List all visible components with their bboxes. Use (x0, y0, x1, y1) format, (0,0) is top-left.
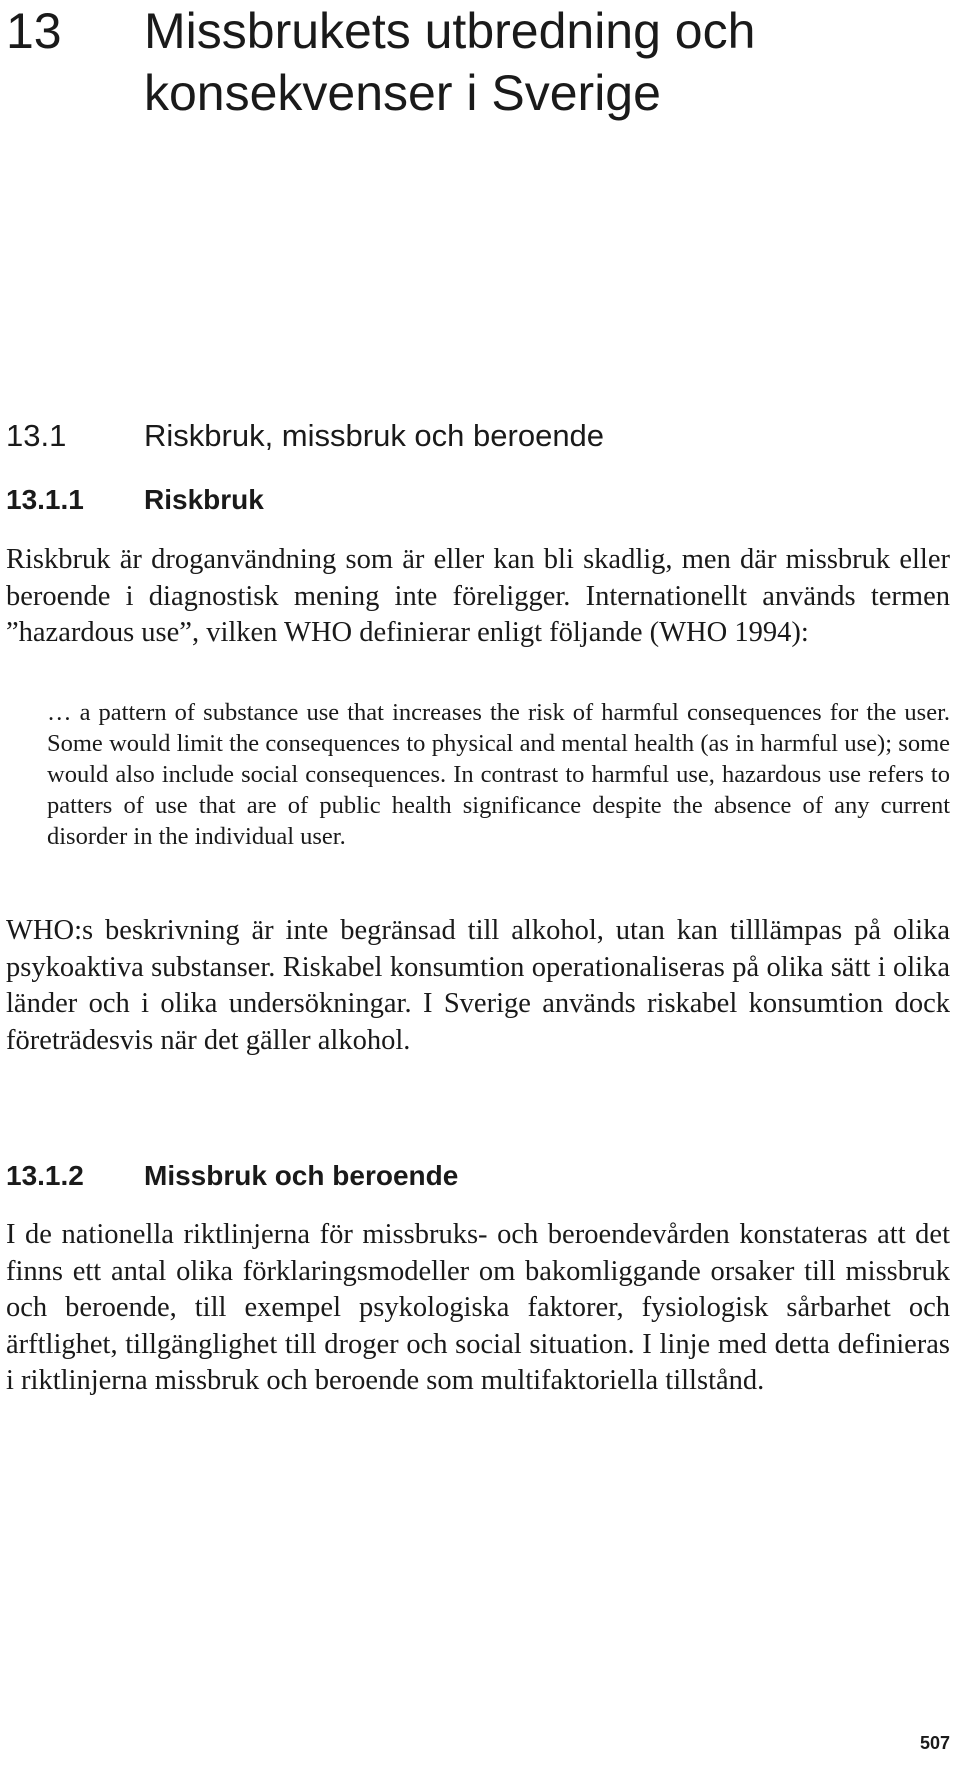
paragraph: Riskbruk är droganvändning som är eller kan bli skadlig, men där missbruk eller beroende i diagnostisk mening inte föreligger. Internationellt används termen ”hazardous use”, vilken WHO definierar enligt följande (WHO 1994): (6, 544, 950, 648)
block-quote: … a pattern of substance use that increases the risk of harmful consequences for the user. Some would limit the consequences to physical and mental health (as in harmful use); some would also include social consequences. In contrast to harmful use, hazardous use refers to patters of use that are of public health significance despite the absence of any current disorder in the individual user. (47, 699, 950, 850)
subsection-heading (6, 482, 946, 518)
subsection-number: 13.1.1 (6, 484, 84, 515)
subsection-heading (6, 1158, 946, 1194)
section-title: Riskbruk, missbruk och beroende (144, 418, 605, 453)
chapter-heading (6, 0, 946, 124)
section-heading (6, 417, 946, 455)
subsection-title: Riskbruk (144, 484, 264, 515)
subsection-number: 13.1.2 (6, 1160, 84, 1191)
paragraph: I de nationella riktlinjerna för missbruks- och beroendevården konstateras att det finns ett antal olika förklaringsmodeller om bakomliggande orsaker till missbruk och beroende, till exempel psykologiska faktorer, fysiologisk sårbarhet och ärftlighet, tillgänglighet till droger och social situation. I linje med detta definieras i riktlinjerna missbruk och beroende som multifaktoriella tillstånd. (6, 1219, 950, 1396)
page-number: 507 (919, 1733, 950, 1753)
chapter-number: 13 (6, 3, 62, 59)
subsection-title: Missbruk och beroende (144, 1160, 459, 1191)
paragraph: WHO:s beskrivning är inte begränsad till alkohol, utan kan tilllämpas på olika psykoaktiva substanser. Riskabel konsumtion operationaliseras på olika sätt i olika länder och i olika undersökningar. I Sverige används riskabel konsumtion dock företrädesvis när det gäller alkohol. (6, 915, 950, 1056)
section-number: 13.1 (6, 418, 67, 453)
chapter-title: Missbrukets utbredning och konsekvenser i Sverige (144, 3, 756, 121)
